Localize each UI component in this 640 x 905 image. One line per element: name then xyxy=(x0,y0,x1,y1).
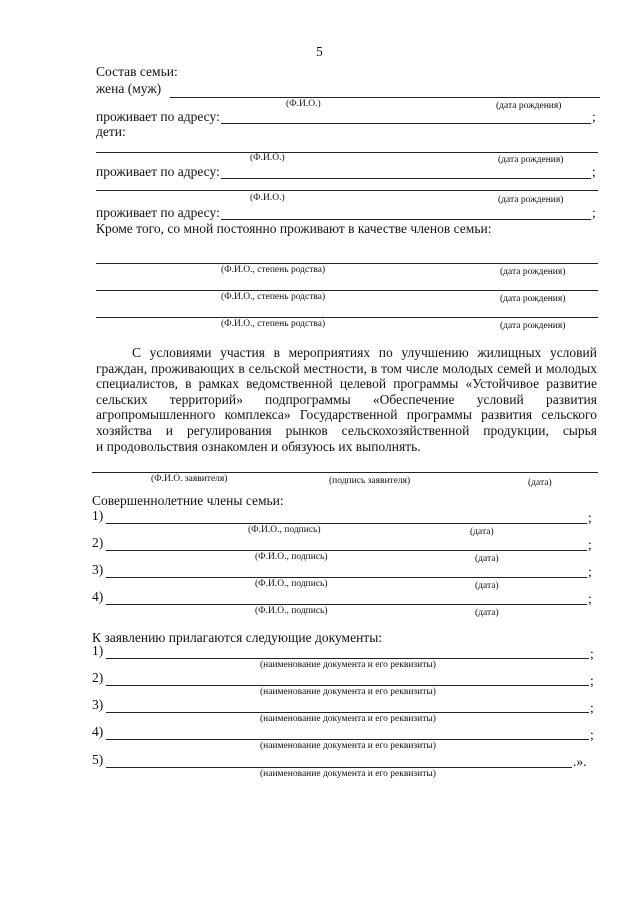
child1-address-label: проживает по адресу: xyxy=(96,164,220,179)
spouse-birth-caption: (дата рождения) xyxy=(496,101,562,111)
adult-item-number: 1) xyxy=(92,508,104,523)
conditions-line: граждан, проживающих в сельской местности, в том числе молодых семей и молодых xyxy=(96,360,597,376)
adult3-semicolon: ; xyxy=(588,564,592,579)
adult4-semicolon: ; xyxy=(588,591,592,606)
document2-line xyxy=(106,685,589,686)
adult1-date-caption: (дата) xyxy=(470,527,494,537)
adult2-fio-caption: (Ф.И.О., подпись) xyxy=(255,552,328,562)
adult2-semicolon: ; xyxy=(588,537,592,552)
document5-closing: .». xyxy=(573,754,587,769)
conditions-line: и продовольствия ознакомлен и обязуюсь их выполнять. xyxy=(96,438,421,454)
child2-birth-caption: (дата рождения) xyxy=(498,195,564,205)
document4-semicolon: ; xyxy=(590,727,594,742)
relative3-birth-caption: (дата рождения) xyxy=(500,321,566,331)
relative2-birth-caption: (дата рождения) xyxy=(500,294,566,304)
document4-caption: (наименование документа и его реквизиты) xyxy=(260,741,436,751)
adult1-line xyxy=(106,523,587,524)
adult2-line xyxy=(106,550,587,551)
relative1-fio-caption: (Ф.И.О., степень родства) xyxy=(221,265,326,275)
applicant-signature-caption: (подпись заявителя) xyxy=(329,476,411,486)
child2-address-label: проживает по адресу: xyxy=(96,205,220,220)
child1-fio-caption: (Ф.И.О.) xyxy=(250,153,285,163)
adults-heading: Совершеннолетние члены семьи: xyxy=(92,493,284,508)
adult1-fio-caption: (Ф.И.О., подпись) xyxy=(248,525,321,535)
conditions-line: С условиями участия в мероприятиях по улучшению жилищных условий xyxy=(132,345,597,360)
adult3-line xyxy=(106,577,587,578)
relative1-birth-caption: (дата рождения) xyxy=(500,267,566,277)
document-item-number: 1) xyxy=(92,643,104,658)
children-label: дети: xyxy=(96,124,126,139)
conditions-line: специалистов, в рамках ведомственной целевой программы «Устойчивое развитие xyxy=(96,376,597,392)
child1-address-line xyxy=(221,178,591,179)
document-item-number: 4) xyxy=(92,724,104,739)
child1-address-semicolon: ; xyxy=(592,164,596,179)
family-heading: Состав семьи: xyxy=(96,64,178,79)
spouse-address-semicolon: ; xyxy=(592,109,596,124)
child2-address-line xyxy=(221,219,591,220)
spouse-address-line xyxy=(221,123,591,124)
document2-caption: (наименование документа и его реквизиты) xyxy=(260,687,436,697)
child2-address-semicolon: ; xyxy=(592,205,596,220)
also-living-text: Кроме того, со мной постоянно проживают в качестве членов семьи: xyxy=(96,221,492,236)
conditions-line: сельских территорий» подпрограммы «Обеспечение условий развития xyxy=(96,391,597,407)
spouse-fio-caption: (Ф.И.О.) xyxy=(286,99,321,109)
document-item-number: 5) xyxy=(92,752,104,767)
document3-line xyxy=(106,712,589,713)
spouse-label: жена (муж) xyxy=(96,81,162,96)
applicant-fio-caption: (Ф.И.О. заявителя) xyxy=(151,474,228,484)
page-number: 5 xyxy=(316,44,323,59)
adult4-fio-caption: (Ф.И.О., подпись) xyxy=(255,606,328,616)
applicant-date-caption: (дата) xyxy=(528,478,552,488)
adult-item-number: 3) xyxy=(92,562,104,577)
relative3-line xyxy=(96,317,598,318)
adult3-fio-caption: (Ф.И.О., подпись) xyxy=(255,579,328,589)
documents-heading: К заявлению прилагаются следующие документы: xyxy=(92,630,383,645)
adult-item-number: 4) xyxy=(92,589,104,604)
relative1-line xyxy=(96,263,598,264)
child1-line xyxy=(96,152,598,153)
relative2-fio-caption: (Ф.И.О., степень родства) xyxy=(221,292,326,302)
adult-item-number: 2) xyxy=(92,535,104,550)
adult4-date-caption: (дата) xyxy=(475,608,499,618)
document1-line xyxy=(106,658,589,659)
conditions-line: хозяйства и регулирования рынков сельскохозяйственной продукции, сырья xyxy=(96,422,597,438)
spouse-line xyxy=(170,97,600,98)
document-item-number: 3) xyxy=(92,697,104,712)
relative3-fio-caption: (Ф.И.О., степень родства) xyxy=(221,319,326,329)
document5-line xyxy=(106,767,572,768)
document3-caption: (наименование документа и его реквизиты) xyxy=(260,714,436,724)
document3-semicolon: ; xyxy=(590,700,594,715)
document-item-number: 2) xyxy=(92,670,104,685)
spouse-address-label: проживает по адресу: xyxy=(96,109,220,124)
document1-semicolon: ; xyxy=(590,646,594,661)
child2-line xyxy=(96,190,598,191)
adult1-semicolon: ; xyxy=(588,510,592,525)
conditions-line: агропромышленного комплекса» Государственной программы развития сельского xyxy=(96,407,597,423)
document2-semicolon: ; xyxy=(590,673,594,688)
adult4-line xyxy=(106,604,587,605)
child2-fio-caption: (Ф.И.О.) xyxy=(250,193,285,203)
relative2-line xyxy=(96,290,598,291)
document1-caption: (наименование документа и его реквизиты) xyxy=(260,660,436,670)
document5-caption: (наименование документа и его реквизиты) xyxy=(260,769,436,779)
child1-birth-caption: (дата рождения) xyxy=(498,155,564,165)
adult2-date-caption: (дата) xyxy=(475,554,499,564)
conditions-paragraph xyxy=(96,345,597,454)
applicant-signature-line xyxy=(92,472,598,473)
adult3-date-caption: (дата) xyxy=(475,581,499,591)
document4-line xyxy=(106,739,589,740)
